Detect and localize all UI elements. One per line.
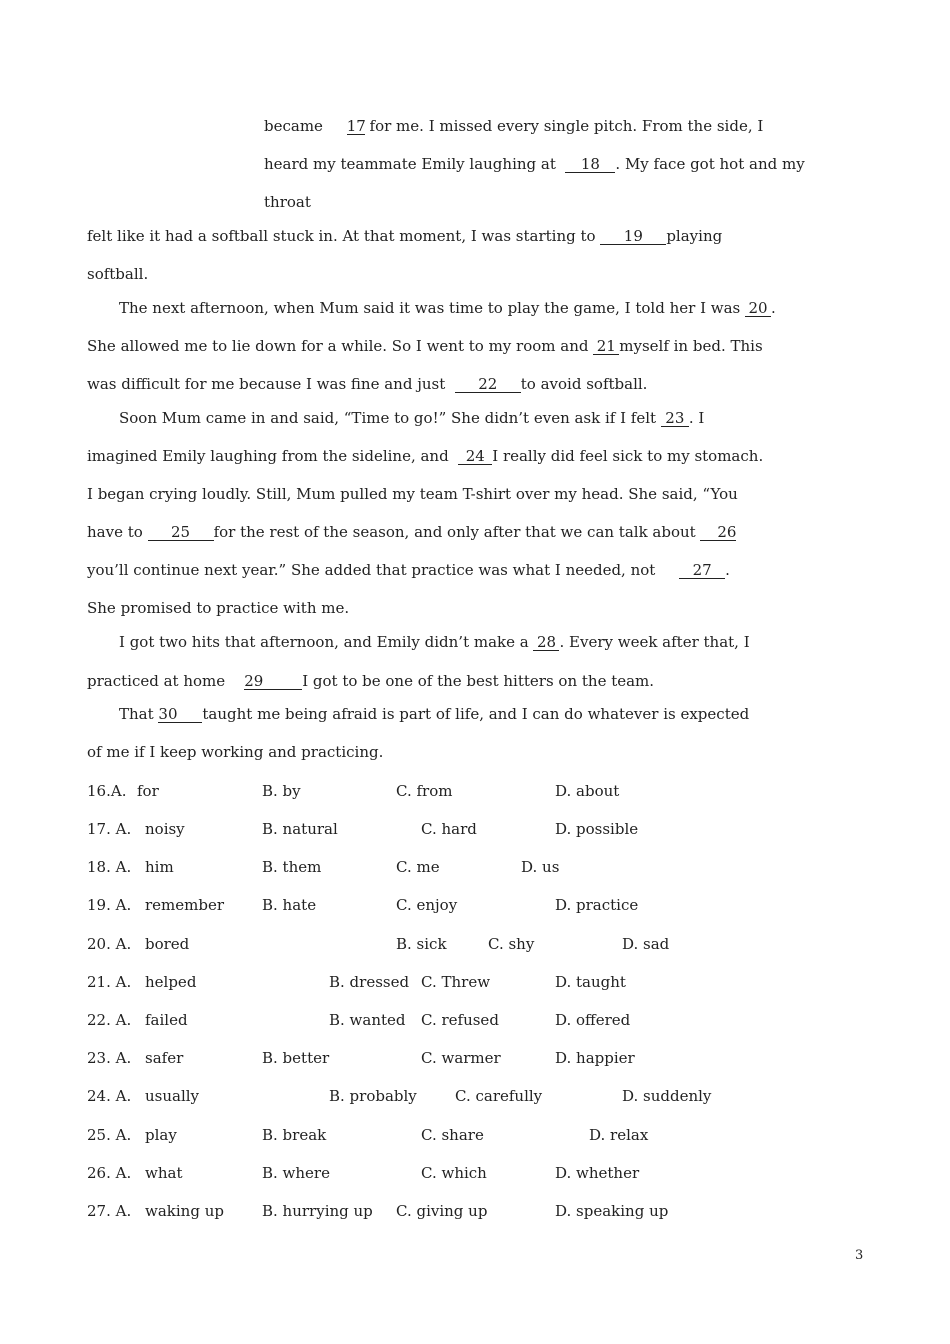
option-b[interactable]: B. sick [396,935,447,953]
option-d[interactable]: D. suddenly [622,1087,712,1105]
blank-18[interactable]: 18 [565,156,615,173]
question-num: 27. A. [87,1202,132,1220]
option-b[interactable]: B. break [262,1126,327,1144]
blank-20[interactable]: 20 [745,300,771,317]
option-b[interactable]: B. dressed [329,973,410,991]
option-b[interactable]: B. them [262,858,322,876]
blank-23[interactable]: 23 [661,410,689,427]
passage-line-13: you’ll continue next year.” She added that practice was what I needed, not 27 . [87,561,730,579]
option-a[interactable]: for [137,782,159,800]
question-num: 18. A. [87,858,132,876]
blank-22[interactable]: 22 [455,376,521,393]
question-num: 23. A. [87,1049,132,1067]
option-a[interactable]: helped [145,973,197,991]
option-b[interactable]: B. by [262,782,301,800]
option-d[interactable]: D. offered [555,1011,631,1029]
passage-line-17: That 30 taught me being afraid is part of life, and I can do whatever is expected [119,705,750,723]
passage-line-11: I began crying loudly. Still, Mum pulled my team T-shirt over my head. She said, “You [87,485,738,503]
passage-line-12: have to 25 for the rest of the season, and only after that we can talk about 26 [87,523,737,541]
question-num: 26. A. [87,1164,132,1182]
blank-29[interactable]: 29 [244,673,302,690]
option-c[interactable]: C. carefully [455,1087,543,1105]
option-b[interactable]: B. hurrying up [262,1202,373,1220]
option-b[interactable]: B. wanted [329,1011,406,1029]
page-number: 3 [855,1248,864,1263]
option-b[interactable]: B. probably [329,1087,417,1105]
passage-line-3: throat [264,193,311,211]
option-a[interactable]: noisy [145,820,185,838]
option-a[interactable]: safer [145,1049,184,1067]
option-a[interactable]: what [145,1164,183,1182]
option-a[interactable]: waking up [145,1202,224,1220]
passage-line-2: heard my teammate Emily laughing at 18 . My face got hot and my [264,155,805,173]
passage-line-5: softball. [87,265,149,283]
option-a[interactable]: him [145,858,174,876]
option-d[interactable]: D. us [521,858,560,876]
blank-26[interactable]: 26 [700,524,736,541]
option-c[interactable]: C. me [396,858,440,876]
passage-line-8: was difficult for me because I was fine and just 22 to avoid softball. [87,375,648,393]
option-d[interactable]: D. sad [622,935,670,953]
option-a[interactable]: play [145,1126,177,1144]
option-d[interactable]: D. happier [555,1049,635,1067]
question-num: 16.A. [87,782,127,800]
option-b[interactable]: B. natural [262,820,338,838]
passage-line-10: imagined Emily laughing from the sideline, and 24 I really did feel sick to my stomach. [87,447,764,465]
option-b[interactable]: B. where [262,1164,330,1182]
blank-30[interactable]: 30 [158,706,202,723]
option-d[interactable]: D. taught [555,973,626,991]
option-c[interactable]: C. from [396,782,453,800]
option-c[interactable]: C. refused [421,1011,499,1029]
option-d[interactable]: D. relax [589,1126,649,1144]
option-d[interactable]: D. about [555,782,620,800]
blank-19[interactable]: 19 [600,228,666,245]
option-c[interactable]: C. warmer [421,1049,501,1067]
option-a[interactable]: usually [145,1087,200,1105]
option-c[interactable]: C. Threw [421,973,491,991]
question-num: 24. A. [87,1087,132,1105]
blank-27[interactable]: 27 [679,562,725,579]
passage-line-16: practiced at home 29 I got to be one of the best hitters on the team. [87,672,655,690]
blank-17[interactable]: 17 [346,117,366,135]
option-c[interactable]: C. giving up [396,1202,488,1220]
question-num: 25. A. [87,1126,132,1144]
option-d[interactable]: D. whether [555,1164,640,1182]
question-num: 20. A. [87,935,132,953]
passage-line-18: of me if I keep working and practicing. [87,743,384,761]
passage-line-14: She promised to practice with me. [87,599,350,617]
option-c[interactable]: C. enjoy [396,896,458,914]
option-a[interactable]: remember [145,896,225,914]
option-d[interactable]: D. possible [555,820,639,838]
question-num: 21. A. [87,973,132,991]
question-num: 22. A. [87,1011,132,1029]
option-a[interactable]: failed [145,1011,188,1029]
blank-28[interactable]: 28 [533,634,559,651]
question-num: 17. A. [87,820,132,838]
passage-line-4: felt like it had a softball stuck in. At that moment, I was starting to 19 playing [87,227,723,245]
option-a[interactable]: bored [145,935,190,953]
option-b[interactable]: B. better [262,1049,330,1067]
passage-line-15: I got two hits that afternoon, and Emily didn’t make a 28 . Every week after that, I [119,633,750,651]
option-d[interactable]: D. practice [555,896,639,914]
option-c[interactable]: C. share [421,1126,484,1144]
passage-line-7: She allowed me to lie down for a while. So I went to my room and 21 myself in bed. This [87,337,763,355]
option-c[interactable]: C. which [421,1164,487,1182]
passage-line-9: Soon Mum came in and said, “Time to go!” She didn’t even ask if I felt 23 . I [119,409,705,427]
option-c[interactable]: C. shy [488,935,535,953]
passage-line-1: became 17 for me. I missed every single pitch. From the side, I [264,117,764,135]
blank-21[interactable]: 21 [593,338,619,355]
blank-24[interactable]: 24 [458,448,492,465]
passage-line-6: The next afternoon, when Mum said it was time to play the game, I told her I was 20 . [119,299,776,317]
option-c[interactable]: C. hard [421,820,477,838]
option-b[interactable]: B. hate [262,896,317,914]
blank-25[interactable]: 25 [148,524,214,541]
option-d[interactable]: D. speaking up [555,1202,669,1220]
question-num: 19. A. [87,896,132,914]
